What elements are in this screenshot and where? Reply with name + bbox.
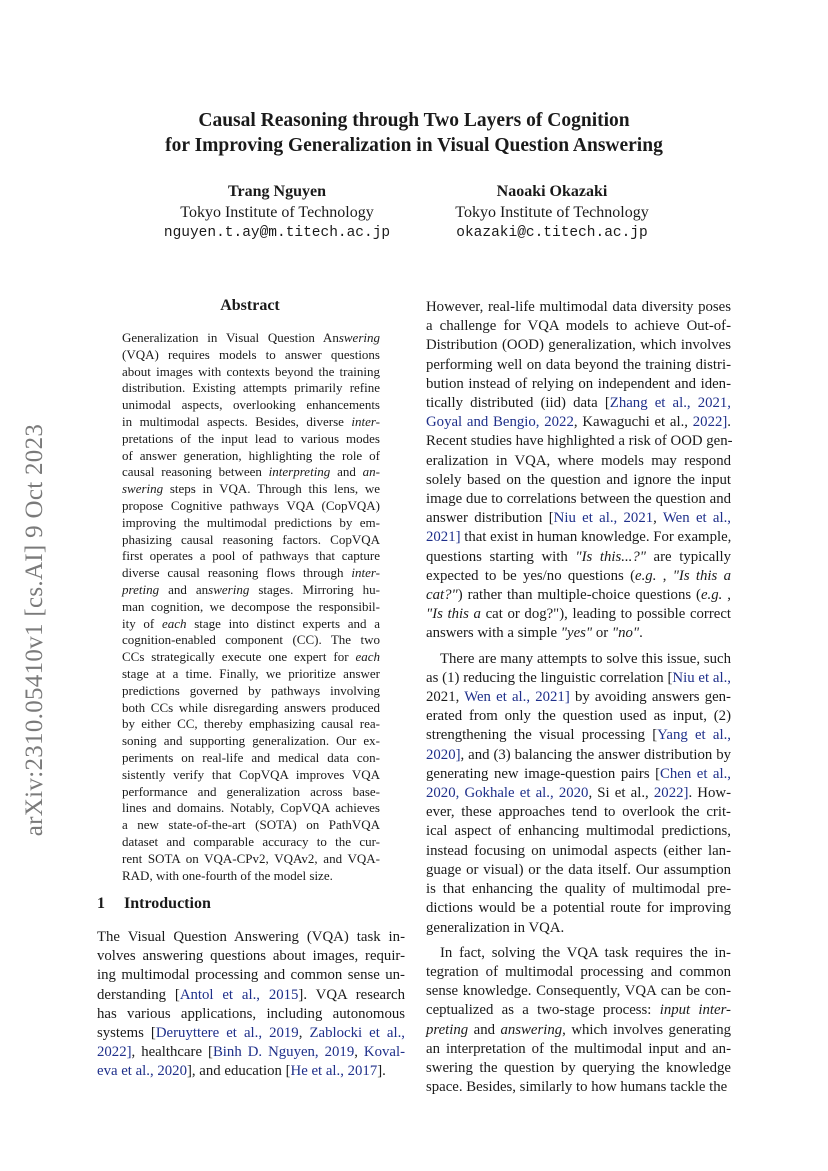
text-line: about images with contexts beyond the training (122, 363, 380, 379)
abstract-heading: Abstract (220, 297, 280, 314)
text-line: The Visual Question Answering (VQA) task in- (97, 929, 405, 945)
text-line: bution instead of relying on independent and iden- (426, 375, 731, 392)
text-line: of answer generation, highlighting the role of (122, 447, 380, 463)
text-line: Goyal and Bengio, 2022, Kawaguchi et al., 2022]. (426, 414, 731, 431)
author-block (137, 182, 417, 243)
text-line: man cognition, we decompose the responsibil- (122, 598, 380, 614)
text-line: in multimodal aspects. Besides, diverse inter- (122, 413, 380, 429)
text-line: performance and generalization across base- (122, 783, 380, 799)
text-line: answer distribution [Niu et al., 2021, Wen et al., (426, 510, 731, 527)
text-line: sense knowledge. Consequently, VQA can be con- (426, 983, 731, 1000)
author-name: Trang Nguyen (228, 183, 326, 200)
author-block (412, 182, 692, 243)
text-line: CCs strategically execute one expert for each (122, 649, 380, 665)
text-line: Generalization in Visual Question Answering (122, 330, 380, 345)
text-line: a challenge for VQA models to achieve Out-of- (426, 318, 731, 335)
text-line: guage or visual) or the data itself. Our assumption (426, 861, 731, 878)
text-line: RAD, with one-fourth of the model size. (122, 867, 333, 883)
text-line: distribution. Existing attempts primarily refine (122, 380, 380, 396)
text-line: strengthening the visual processing [Yang et al., (426, 727, 731, 744)
section-number: 1 (97, 895, 105, 912)
text-line: 2020, Gokhale et al., 2020, Si et al., 2022]. How- (426, 785, 731, 802)
text-line: expected to be yes/no questions (e.g. , "Is this a (426, 567, 731, 584)
text-line: swering steps in VQA. Through this lens, we (122, 481, 380, 497)
text-line: ceptualized as a two-stage process: input inter- (426, 1002, 731, 1019)
text-line: image due to correlations between the question and (426, 491, 731, 508)
text-line: both CCs while disregarding answers produced (122, 699, 380, 715)
arxiv-sidebar (10, 380, 60, 880)
author-email: okazaki@c.titech.ac.jp (456, 225, 648, 241)
right-column-text (426, 298, 731, 1097)
author-email: nguyen.t.ay@m.titech.ac.jp (163, 225, 391, 241)
text-line: tegration of multimodal processing and common (426, 963, 731, 980)
text-line: ical aspect of enhancing multimodal predictions, (426, 823, 731, 840)
text-line: causal reasoning between interpreting and an- (122, 464, 380, 480)
text-line: erated from only the question used as input, (2) (426, 708, 731, 725)
text-line: 2022], healthcare [Binh D. Nguyen, 2019, Koval- (97, 1044, 406, 1061)
text-line: However, real-life multimodal data diversity poses (426, 299, 731, 315)
text-line: Recent studies have highlighted a risk of OOD gen- (426, 433, 733, 450)
text-line: Distribution (OOD) generalization, which involves (426, 337, 731, 354)
text-line: by either CC, thereby emphasizing causal rea- (122, 716, 380, 732)
arxiv-identifier[interactable]: arXiv:2310.05410v1 [cs.AI] 9 Oct 2023 (21, 423, 49, 837)
author-affiliation: Tokyo Institute of Technology (180, 204, 374, 221)
text-line: propose Cognitive pathways VQA (CopVQA) (122, 497, 380, 513)
title-line: Causal Reasoning through Two Layers of Cognition (198, 110, 630, 131)
text-line: periments on real-life and medical data con- (122, 749, 380, 765)
left-column-text (97, 928, 405, 1082)
text-line: a new state-of-the-art (SOTA) on PathVQA (122, 817, 380, 833)
text-line: generating new image-question pairs [Chen et al., (426, 765, 732, 782)
text-line: dictions would be a potential route for improving (426, 900, 731, 917)
text-line: performing well on data beyond the training distri- (426, 356, 731, 373)
text-line: first operates a pool of pathways that capture (122, 548, 380, 564)
text-line: solely based on the question and ignore the input (426, 471, 731, 488)
text-line: eralization in VQA, where models may respond (426, 452, 731, 469)
text-line: pretations of the input lead to various modes (122, 430, 380, 446)
text-line: an interpretation of the multimodal input and an- (426, 1040, 731, 1057)
paper-title (100, 108, 728, 158)
text-line: sistently verify that CopVQA improves VQA (122, 766, 380, 782)
text-line: unimodal aspects, overlooking enhancements (122, 397, 380, 413)
text-line: ity of each stage into distinct experts and a (122, 615, 380, 631)
text-line: In fact, solving the VQA task requires the in- (440, 944, 731, 961)
text-line: derstanding [Antol et al., 2015]. VQA research (97, 986, 405, 1003)
text-line: rent SOTA on VQA-CPv2, VQAv2, and VQA- (122, 850, 380, 866)
text-line: volves answering questions about images, requir- (97, 948, 405, 965)
text-line: ever, these approaches tend to overlook the crit- (426, 804, 731, 821)
text-line: generalization in VQA. (426, 919, 565, 936)
text-line: There are many attempts to solve this issue, such (440, 650, 731, 667)
text-line: 2020], and (3) balancing the answer distribution by (426, 746, 731, 763)
text-line: has various applications, including autonomous (97, 1005, 405, 1022)
title-line: for Improving Generalization in Visual Question Answering (165, 135, 663, 156)
text-line: lines and domains. Notably, CopVQA achieves (122, 800, 380, 816)
text-line: eva et al., 2020], and education [He et al., 2017]. (97, 1063, 386, 1080)
text-line: preting and answering, which involves generating (426, 1021, 732, 1038)
author-name: Naoaki Okazaki (496, 183, 608, 200)
text-line: swering the question by querying the knowledge (426, 1059, 731, 1076)
text-line: ing multimodal processing and common sense un- (97, 967, 405, 984)
text-line: systems [Deruyttere et al., 2019, Zablocki et al., (97, 1025, 405, 1042)
text-line: improving the multimodal predictions by em- (122, 514, 380, 530)
section-title: Introduction (124, 895, 211, 912)
text-line: space. Besides, similarly to how humans tackle the (426, 1079, 728, 1096)
section-heading (97, 894, 211, 914)
text-line: "Is this a cat or dog?"), leading to possible correct (426, 606, 732, 623)
text-line: diverse causal reasoning flows through inter- (122, 565, 380, 581)
text-line: stage at a time. Finally, we prioritize answer (122, 665, 380, 681)
text-line: instead focusing on unimodal aspects (either lan- (426, 842, 731, 859)
text-line: phasizing causal reasoning factors. CopVQA (122, 531, 380, 547)
text-line: 2021] that exist in human knowledge. For example, (426, 529, 732, 546)
text-line: (VQA) requires models to answer questions (122, 346, 380, 362)
text-line: 2021, Wen et al., 2021] by avoiding answers gen- (426, 689, 731, 706)
text-line: predictions governed by pathways involving (122, 682, 380, 698)
author-affiliation: Tokyo Institute of Technology (455, 204, 649, 221)
text-line: cognition-enabled component (CC). The two (122, 632, 380, 648)
text-line: soning and supporting generalization. Our ex- (122, 733, 380, 749)
text-line: answers with a simple "yes" or "no". (426, 625, 643, 642)
text-line: preting and answering stages. Mirroring hu- (122, 581, 380, 597)
text-line: cat?") rather than multiple-choice questions (e.g. , (426, 587, 731, 604)
text-line: is that enhancing the quality of multimodal pre- (426, 881, 731, 898)
abstract-body (122, 330, 380, 884)
text-line: tically distributed (iid) data [Zhang et al., 2021, (426, 395, 731, 412)
text-line: as (1) reducing the linguistic correlation [Niu et al., (426, 669, 731, 686)
text-line: dataset and comparable accuracy to the cur- (122, 833, 380, 849)
text-line: questions starting with "Is this...?" are typically (426, 548, 731, 565)
